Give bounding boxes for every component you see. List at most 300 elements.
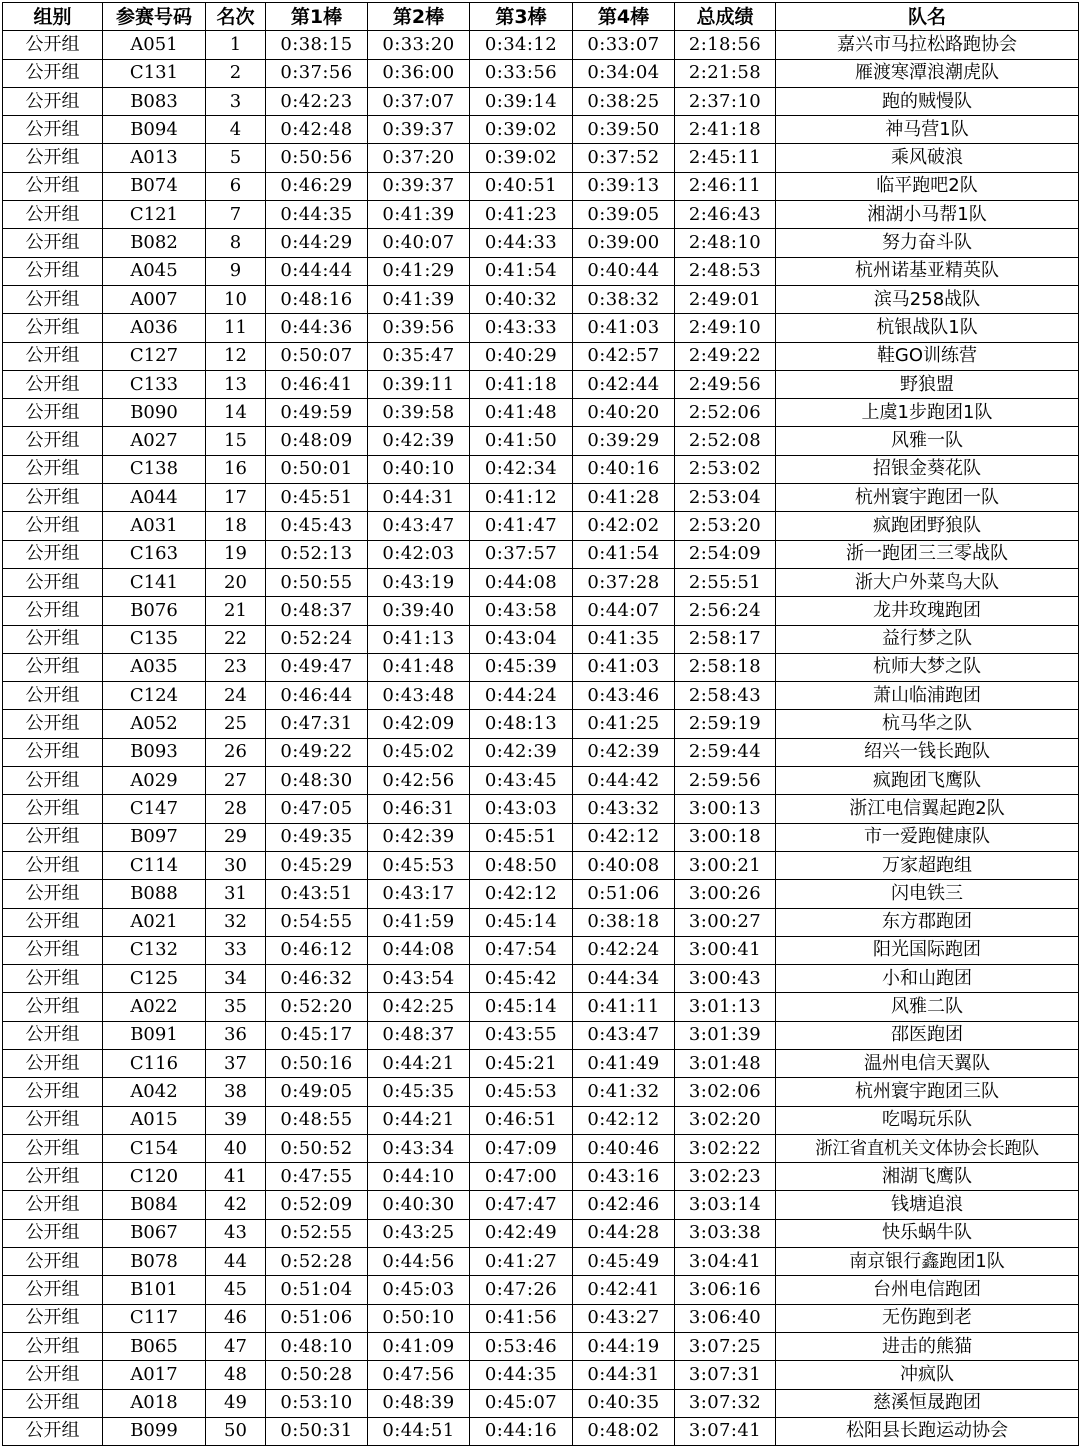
- cell-leg-1: 0:37:56: [266, 59, 368, 87]
- cell-bib: B090: [103, 399, 206, 427]
- cell-leg-4: 0:37:52: [573, 144, 675, 172]
- table-row: [3, 484, 1079, 512]
- cell-team-name: 浙一跑团三三零战队: [776, 540, 1079, 568]
- header-team-name: 队名: [776, 3, 1079, 31]
- cell-bib: C147: [103, 795, 206, 823]
- table-row: [3, 399, 1079, 427]
- cell-total: 2:49:22: [675, 342, 776, 370]
- cell-bib: A042: [103, 1078, 206, 1106]
- cell-rank: 47: [206, 1332, 266, 1360]
- cell-leg-3: 0:42:34: [470, 455, 573, 483]
- cell-total: 2:58:43: [675, 682, 776, 710]
- table-row: [3, 738, 1079, 766]
- cell-leg-3: 0:43:04: [470, 625, 573, 653]
- cell-team-name: 风雅二队: [776, 993, 1079, 1021]
- cell-leg-3: 0:44:35: [470, 1361, 573, 1389]
- cell-leg-1: 0:49:59: [266, 399, 368, 427]
- cell-total: 2:53:20: [675, 512, 776, 540]
- table-row: [3, 1332, 1079, 1360]
- cell-leg-4: 0:42:02: [573, 512, 675, 540]
- cell-leg-2: 0:39:37: [368, 172, 470, 200]
- cell-bib: C121: [103, 201, 206, 229]
- cell-total: 3:07:41: [675, 1417, 776, 1445]
- cell-leg-3: 0:47:09: [470, 1134, 573, 1162]
- cell-leg-3: 0:48:50: [470, 851, 573, 879]
- cell-leg-1: 0:47:05: [266, 795, 368, 823]
- cell-bib: C132: [103, 936, 206, 964]
- cell-total: 2:59:19: [675, 710, 776, 738]
- cell-leg-3: 0:47:00: [470, 1163, 573, 1191]
- cell-bib: B083: [103, 87, 206, 115]
- cell-rank: 35: [206, 993, 266, 1021]
- cell-rank: 19: [206, 540, 266, 568]
- cell-rank: 8: [206, 229, 266, 257]
- cell-bib: C154: [103, 1134, 206, 1162]
- cell-group: 公开组: [3, 625, 103, 653]
- cell-leg-1: 0:45:29: [266, 851, 368, 879]
- cell-rank: 39: [206, 1106, 266, 1134]
- cell-bib: C116: [103, 1049, 206, 1077]
- cell-total: 3:04:41: [675, 1248, 776, 1276]
- cell-group: 公开组: [3, 1219, 103, 1247]
- cell-leg-3: 0:47:47: [470, 1191, 573, 1219]
- cell-bib: C114: [103, 851, 206, 879]
- cell-leg-4: 0:42:12: [573, 1106, 675, 1134]
- cell-total: 3:03:14: [675, 1191, 776, 1219]
- cell-group: 公开组: [3, 1276, 103, 1304]
- cell-rank: 40: [206, 1134, 266, 1162]
- cell-leg-1: 0:38:15: [266, 31, 368, 59]
- cell-rank: 28: [206, 795, 266, 823]
- cell-leg-1: 0:50:56: [266, 144, 368, 172]
- cell-rank: 2: [206, 59, 266, 87]
- header-group: 组别: [3, 3, 103, 31]
- cell-leg-3: 0:33:56: [470, 59, 573, 87]
- cell-group: 公开组: [3, 851, 103, 879]
- cell-bib: A051: [103, 31, 206, 59]
- cell-leg-2: 0:43:17: [368, 880, 470, 908]
- cell-team-name: 疯跑团野狼队: [776, 512, 1079, 540]
- cell-total: 3:02:20: [675, 1106, 776, 1134]
- cell-leg-3: 0:44:08: [470, 568, 573, 596]
- cell-group: 公开组: [3, 767, 103, 795]
- table-row: [3, 1276, 1079, 1304]
- table-row: [3, 1134, 1079, 1162]
- cell-total: 3:06:40: [675, 1304, 776, 1332]
- cell-bib: A013: [103, 144, 206, 172]
- cell-leg-4: 0:41:54: [573, 540, 675, 568]
- cell-total: 2:41:18: [675, 116, 776, 144]
- cell-leg-1: 0:49:22: [266, 738, 368, 766]
- cell-leg-2: 0:41:29: [368, 257, 470, 285]
- cell-leg-4: 0:44:34: [573, 965, 675, 993]
- cell-leg-4: 0:42:39: [573, 738, 675, 766]
- cell-team-name: 杭马华之队: [776, 710, 1079, 738]
- cell-leg-1: 0:46:44: [266, 682, 368, 710]
- table-row: [3, 116, 1079, 144]
- cell-total: 3:06:16: [675, 1276, 776, 1304]
- cell-bib: B078: [103, 1248, 206, 1276]
- cell-team-name: 雁渡寒潭浪潮虎队: [776, 59, 1079, 87]
- cell-leg-1: 0:50:31: [266, 1417, 368, 1445]
- header-leg-2: 第2棒: [368, 3, 470, 31]
- cell-group: 公开组: [3, 993, 103, 1021]
- cell-leg-4: 0:42:12: [573, 823, 675, 851]
- cell-total: 3:01:48: [675, 1049, 776, 1077]
- cell-group: 公开组: [3, 31, 103, 59]
- cell-total: 3:07:32: [675, 1389, 776, 1417]
- cell-leg-4: 0:40:35: [573, 1389, 675, 1417]
- cell-leg-4: 0:44:28: [573, 1219, 675, 1247]
- cell-leg-4: 0:40:20: [573, 399, 675, 427]
- cell-leg-2: 0:44:10: [368, 1163, 470, 1191]
- cell-leg-2: 0:44:51: [368, 1417, 470, 1445]
- cell-bib: C133: [103, 370, 206, 398]
- cell-rank: 16: [206, 455, 266, 483]
- header-rank: 名次: [206, 3, 266, 31]
- table-row: [3, 908, 1079, 936]
- cell-group: 公开组: [3, 1248, 103, 1276]
- cell-bib: A035: [103, 653, 206, 681]
- cell-leg-3: 0:53:46: [470, 1332, 573, 1360]
- table-row: [3, 1163, 1079, 1191]
- cell-total: 2:18:56: [675, 31, 776, 59]
- cell-bib: B091: [103, 1021, 206, 1049]
- cell-leg-4: 0:41:28: [573, 484, 675, 512]
- table-row: [3, 936, 1079, 964]
- cell-leg-1: 0:46:41: [266, 370, 368, 398]
- table-row: [3, 823, 1079, 851]
- table-row: [3, 1021, 1079, 1049]
- cell-group: 公开组: [3, 823, 103, 851]
- cell-rank: 17: [206, 484, 266, 512]
- cell-bib: A052: [103, 710, 206, 738]
- table-row: [3, 795, 1079, 823]
- cell-leg-2: 0:42:56: [368, 767, 470, 795]
- cell-group: 公开组: [3, 285, 103, 313]
- cell-leg-3: 0:43:58: [470, 597, 573, 625]
- cell-total: 3:01:39: [675, 1021, 776, 1049]
- table-row: [3, 1389, 1079, 1417]
- cell-group: 公开组: [3, 1332, 103, 1360]
- cell-leg-3: 0:39:02: [470, 144, 573, 172]
- cell-leg-3: 0:41:18: [470, 370, 573, 398]
- cell-leg-1: 0:42:23: [266, 87, 368, 115]
- table-row: [3, 851, 1079, 879]
- cell-total: 2:53:04: [675, 484, 776, 512]
- cell-leg-3: 0:42:12: [470, 880, 573, 908]
- cell-leg-4: 0:44:19: [573, 1332, 675, 1360]
- cell-bib: A036: [103, 314, 206, 342]
- cell-total: 2:55:51: [675, 568, 776, 596]
- cell-group: 公开组: [3, 540, 103, 568]
- table-row: [3, 965, 1079, 993]
- cell-bib: B088: [103, 880, 206, 908]
- cell-team-name: 湘湖飞鹰队: [776, 1163, 1079, 1191]
- cell-total: 3:00:41: [675, 936, 776, 964]
- cell-leg-2: 0:47:56: [368, 1361, 470, 1389]
- cell-rank: 12: [206, 342, 266, 370]
- cell-leg-1: 0:45:43: [266, 512, 368, 540]
- cell-rank: 9: [206, 257, 266, 285]
- cell-leg-2: 0:40:10: [368, 455, 470, 483]
- cell-total: 2:49:01: [675, 285, 776, 313]
- cell-group: 公开组: [3, 342, 103, 370]
- cell-leg-2: 0:45:35: [368, 1078, 470, 1106]
- cell-rank: 24: [206, 682, 266, 710]
- cell-leg-1: 0:50:16: [266, 1049, 368, 1077]
- cell-leg-2: 0:42:39: [368, 823, 470, 851]
- cell-total: 2:52:06: [675, 399, 776, 427]
- cell-leg-4: 0:45:49: [573, 1248, 675, 1276]
- cell-leg-1: 0:50:52: [266, 1134, 368, 1162]
- cell-leg-3: 0:41:50: [470, 427, 573, 455]
- cell-team-name: 邵医跑团: [776, 1021, 1079, 1049]
- table-row: [3, 31, 1079, 59]
- cell-leg-1: 0:46:12: [266, 936, 368, 964]
- cell-total: 2:53:02: [675, 455, 776, 483]
- cell-leg-1: 0:48:09: [266, 427, 368, 455]
- cell-leg-4: 0:51:06: [573, 880, 675, 908]
- cell-rank: 30: [206, 851, 266, 879]
- cell-group: 公开组: [3, 257, 103, 285]
- cell-rank: 25: [206, 710, 266, 738]
- cell-team-name: 益行梦之队: [776, 625, 1079, 653]
- cell-team-name: 杭州寰宇跑团一队: [776, 484, 1079, 512]
- cell-leg-1: 0:49:35: [266, 823, 368, 851]
- table-row: [3, 87, 1079, 115]
- cell-leg-1: 0:54:55: [266, 908, 368, 936]
- cell-bib: B093: [103, 738, 206, 766]
- cell-leg-3: 0:43:45: [470, 767, 573, 795]
- cell-team-name: 上虞1步跑团1队: [776, 399, 1079, 427]
- cell-rank: 44: [206, 1248, 266, 1276]
- cell-rank: 21: [206, 597, 266, 625]
- cell-leg-4: 0:41:25: [573, 710, 675, 738]
- cell-leg-4: 0:48:02: [573, 1417, 675, 1445]
- cell-leg-3: 0:37:57: [470, 540, 573, 568]
- cell-team-name: 杭银战队1队: [776, 314, 1079, 342]
- cell-bib: B097: [103, 823, 206, 851]
- cell-leg-1: 0:52:55: [266, 1219, 368, 1247]
- cell-leg-2: 0:44:56: [368, 1248, 470, 1276]
- cell-total: 3:01:13: [675, 993, 776, 1021]
- cell-group: 公开组: [3, 1304, 103, 1332]
- cell-rank: 3: [206, 87, 266, 115]
- cell-total: 3:07:25: [675, 1332, 776, 1360]
- cell-bib: C138: [103, 455, 206, 483]
- cell-leg-4: 0:38:18: [573, 908, 675, 936]
- cell-leg-1: 0:45:51: [266, 484, 368, 512]
- cell-leg-4: 0:43:46: [573, 682, 675, 710]
- cell-total: 2:49:56: [675, 370, 776, 398]
- cell-leg-1: 0:44:29: [266, 229, 368, 257]
- cell-leg-1: 0:50:55: [266, 568, 368, 596]
- cell-leg-2: 0:48:37: [368, 1021, 470, 1049]
- cell-group: 公开组: [3, 1106, 103, 1134]
- cell-total: 2:59:44: [675, 738, 776, 766]
- cell-group: 公开组: [3, 880, 103, 908]
- cell-team-name: 杭师大梦之队: [776, 653, 1079, 681]
- cell-bib: C131: [103, 59, 206, 87]
- cell-leg-4: 0:39:13: [573, 172, 675, 200]
- cell-leg-1: 0:42:48: [266, 116, 368, 144]
- cell-bib: B101: [103, 1276, 206, 1304]
- cell-rank: 49: [206, 1389, 266, 1417]
- cell-team-name: 杭州诺基亚精英队: [776, 257, 1079, 285]
- cell-leg-4: 0:43:32: [573, 795, 675, 823]
- cell-group: 公开组: [3, 87, 103, 115]
- cell-team-name: 阳光国际跑团: [776, 936, 1079, 964]
- cell-total: 2:48:53: [675, 257, 776, 285]
- cell-leg-1: 0:48:30: [266, 767, 368, 795]
- cell-leg-3: 0:40:29: [470, 342, 573, 370]
- cell-leg-1: 0:51:04: [266, 1276, 368, 1304]
- cell-group: 公开组: [3, 908, 103, 936]
- cell-leg-4: 0:41:03: [573, 314, 675, 342]
- cell-leg-3: 0:48:13: [470, 710, 573, 738]
- cell-leg-3: 0:47:26: [470, 1276, 573, 1304]
- cell-leg-2: 0:41:59: [368, 908, 470, 936]
- cell-leg-2: 0:48:39: [368, 1389, 470, 1417]
- cell-bib: C127: [103, 342, 206, 370]
- cell-group: 公开组: [3, 710, 103, 738]
- cell-team-name: 萧山临浦跑团: [776, 682, 1079, 710]
- cell-leg-3: 0:45:51: [470, 823, 573, 851]
- cell-leg-4: 0:43:47: [573, 1021, 675, 1049]
- header-leg-4: 第4棒: [573, 3, 675, 31]
- cell-leg-4: 0:39:05: [573, 201, 675, 229]
- cell-leg-2: 0:41:13: [368, 625, 470, 653]
- cell-leg-3: 0:42:39: [470, 738, 573, 766]
- cell-team-name: 无伤跑到老: [776, 1304, 1079, 1332]
- cell-team-name: 市一爱跑健康队: [776, 823, 1079, 851]
- cell-rank: 20: [206, 568, 266, 596]
- table-row: [3, 427, 1079, 455]
- cell-leg-2: 0:39:37: [368, 116, 470, 144]
- cell-leg-1: 0:52:13: [266, 540, 368, 568]
- table-row: [3, 314, 1079, 342]
- cell-leg-3: 0:47:54: [470, 936, 573, 964]
- cell-bib: A029: [103, 767, 206, 795]
- cell-group: 公开组: [3, 738, 103, 766]
- cell-rank: 23: [206, 653, 266, 681]
- cell-bib: A007: [103, 285, 206, 313]
- header-leg-3: 第3棒: [470, 3, 573, 31]
- cell-leg-4: 0:39:00: [573, 229, 675, 257]
- cell-group: 公开组: [3, 1078, 103, 1106]
- cell-total: 2:58:18: [675, 653, 776, 681]
- cell-group: 公开组: [3, 116, 103, 144]
- cell-team-name: 慈溪恒晟跑团: [776, 1389, 1079, 1417]
- cell-team-name: 浙江省直机关文体协会长跑队: [776, 1134, 1079, 1162]
- table-body: [3, 31, 1079, 1446]
- cell-group: 公开组: [3, 1191, 103, 1219]
- cell-leg-3: 0:41:23: [470, 201, 573, 229]
- cell-leg-2: 0:35:47: [368, 342, 470, 370]
- cell-leg-2: 0:33:20: [368, 31, 470, 59]
- cell-group: 公开组: [3, 1361, 103, 1389]
- cell-leg-4: 0:42:44: [573, 370, 675, 398]
- table-row: [3, 653, 1079, 681]
- table-row: [3, 1248, 1079, 1276]
- cell-group: 公开组: [3, 795, 103, 823]
- table-row: [3, 880, 1079, 908]
- cell-leg-2: 0:44:21: [368, 1049, 470, 1077]
- table-row: [3, 59, 1079, 87]
- cell-leg-2: 0:43:47: [368, 512, 470, 540]
- header-bib: 参赛号码: [103, 3, 206, 31]
- cell-bib: B099: [103, 1417, 206, 1445]
- cell-leg-3: 0:41:12: [470, 484, 573, 512]
- cell-leg-3: 0:45:14: [470, 993, 573, 1021]
- table-row: [3, 597, 1079, 625]
- cell-group: 公开组: [3, 1389, 103, 1417]
- cell-group: 公开组: [3, 936, 103, 964]
- cell-leg-2: 0:39:11: [368, 370, 470, 398]
- cell-leg-4: 0:44:07: [573, 597, 675, 625]
- cell-rank: 22: [206, 625, 266, 653]
- cell-team-name: 浙大户外菜鸟大队: [776, 568, 1079, 596]
- cell-team-name: 龙井玫瑰跑团: [776, 597, 1079, 625]
- cell-leg-2: 0:45:02: [368, 738, 470, 766]
- cell-team-name: 钱塘追浪: [776, 1191, 1079, 1219]
- cell-rank: 18: [206, 512, 266, 540]
- table-row: [3, 1078, 1079, 1106]
- cell-team-name: 野狼盟: [776, 370, 1079, 398]
- cell-group: 公开组: [3, 59, 103, 87]
- cell-leg-1: 0:50:07: [266, 342, 368, 370]
- cell-leg-4: 0:44:31: [573, 1361, 675, 1389]
- cell-rank: 33: [206, 936, 266, 964]
- cell-leg-2: 0:41:39: [368, 285, 470, 313]
- cell-rank: 5: [206, 144, 266, 172]
- cell-total: 2:54:09: [675, 540, 776, 568]
- cell-leg-1: 0:44:44: [266, 257, 368, 285]
- cell-leg-3: 0:41:54: [470, 257, 573, 285]
- cell-rank: 14: [206, 399, 266, 427]
- cell-leg-2: 0:41:48: [368, 653, 470, 681]
- cell-leg-2: 0:45:03: [368, 1276, 470, 1304]
- cell-leg-3: 0:34:12: [470, 31, 573, 59]
- cell-total: 3:02:06: [675, 1078, 776, 1106]
- cell-rank: 38: [206, 1078, 266, 1106]
- table-row: [3, 540, 1079, 568]
- cell-leg-1: 0:45:17: [266, 1021, 368, 1049]
- cell-leg-4: 0:42:41: [573, 1276, 675, 1304]
- cell-rank: 11: [206, 314, 266, 342]
- cell-leg-1: 0:53:10: [266, 1389, 368, 1417]
- cell-leg-3: 0:45:53: [470, 1078, 573, 1106]
- cell-group: 公开组: [3, 597, 103, 625]
- header-leg-1: 第1棒: [266, 3, 368, 31]
- cell-leg-1: 0:43:51: [266, 880, 368, 908]
- cell-leg-3: 0:39:14: [470, 87, 573, 115]
- cell-total: 2:56:24: [675, 597, 776, 625]
- cell-leg-1: 0:50:28: [266, 1361, 368, 1389]
- cell-team-name: 东方郡跑团: [776, 908, 1079, 936]
- cell-bib: C124: [103, 682, 206, 710]
- cell-bib: A045: [103, 257, 206, 285]
- table-row: [3, 342, 1079, 370]
- cell-leg-4: 0:38:25: [573, 87, 675, 115]
- cell-leg-2: 0:41:09: [368, 1332, 470, 1360]
- cell-rank: 6: [206, 172, 266, 200]
- cell-team-name: 滨马258战队: [776, 285, 1079, 313]
- cell-leg-2: 0:40:30: [368, 1191, 470, 1219]
- cell-leg-1: 0:48:55: [266, 1106, 368, 1134]
- cell-group: 公开组: [3, 314, 103, 342]
